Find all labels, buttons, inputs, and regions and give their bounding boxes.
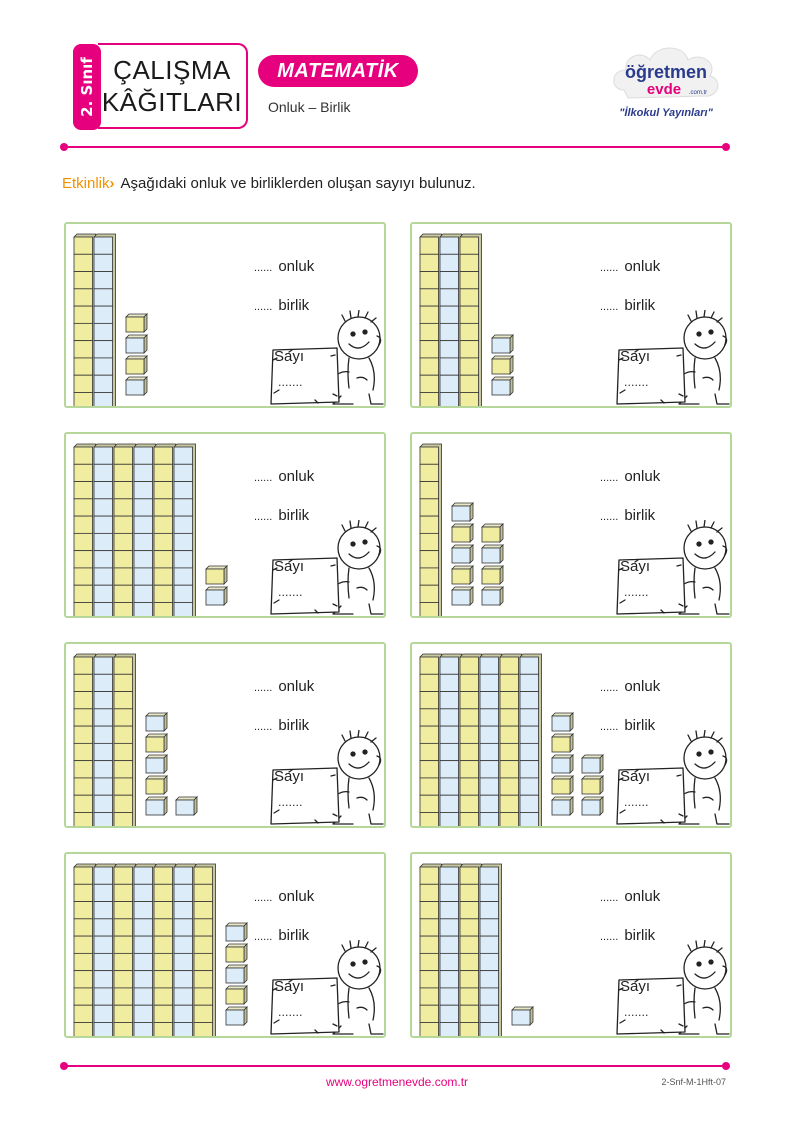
tens-prompt	[600, 678, 660, 695]
unit-cube	[552, 734, 573, 752]
tens-label: onluk	[624, 258, 661, 275]
answer-blank	[278, 1006, 302, 1019]
ones-label: birlik	[278, 717, 310, 734]
number-sign-label	[274, 978, 304, 995]
blank-dots: ......	[600, 301, 619, 313]
sayi-text: Sayı	[620, 978, 651, 995]
ten-rod	[440, 864, 462, 1036]
ten-rod	[94, 654, 116, 826]
ten-rod	[94, 864, 116, 1036]
answer-dots: .......	[624, 796, 649, 809]
tens-prompt	[600, 258, 660, 275]
answer-blank	[624, 1006, 648, 1019]
tens-label: onluk	[624, 468, 661, 485]
tens-label: onluk	[278, 888, 315, 905]
answer-dots: .......	[624, 1006, 649, 1019]
ten-rod	[420, 654, 442, 826]
sayi-text: Sayı	[274, 348, 305, 365]
tens-prompt	[254, 468, 314, 485]
cartoon-kid-holding-sign-icon	[241, 730, 386, 828]
ten-rod	[460, 654, 482, 826]
cartoon-kid-holding-sign-icon	[241, 520, 386, 618]
answer-blank	[278, 796, 302, 809]
unit-cube	[226, 923, 247, 941]
ten-rod	[134, 444, 156, 616]
exercise-card	[64, 852, 386, 1038]
unit-cube	[146, 797, 167, 815]
tens-prompt	[600, 468, 660, 485]
unit-cube	[126, 356, 147, 374]
ones-label: birlik	[624, 297, 656, 314]
unit-cube	[452, 545, 473, 563]
unit-cube	[452, 566, 473, 584]
title-line-2: KÂĞITLARI	[101, 87, 243, 117]
exercise-card	[410, 222, 732, 408]
subject-badge: MATEMATİK	[258, 55, 418, 87]
ten-rod	[440, 234, 462, 406]
unit-cube	[146, 755, 167, 773]
ten-rod	[174, 864, 196, 1036]
instruction-label: Etkinlik	[62, 175, 110, 192]
blank-dots: ......	[254, 262, 273, 274]
ten-rod	[420, 234, 442, 406]
answer-blank	[278, 586, 302, 599]
sayi-text: Sayı	[620, 558, 651, 575]
instruction	[62, 175, 476, 192]
blank-dots: ......	[254, 301, 273, 313]
sayi-text: Sayı	[274, 558, 305, 575]
ones-label: birlik	[278, 507, 310, 524]
sayi-text: Sayı	[620, 768, 651, 785]
exercise-card	[64, 432, 386, 618]
unit-cube	[146, 734, 167, 752]
answer-blank	[624, 586, 648, 599]
ten-rod	[134, 864, 156, 1036]
number-sign-label	[274, 348, 304, 365]
tens-label: onluk	[278, 468, 315, 485]
logo-tagline: "İlkokul Yayınları"	[619, 107, 713, 119]
ten-rod	[520, 654, 542, 826]
blank-dots: ......	[254, 472, 273, 484]
tens-prompt	[254, 258, 314, 275]
header-divider	[64, 146, 726, 148]
answer-blank	[624, 796, 648, 809]
answer-dots: .......	[278, 1006, 303, 1019]
unit-cube	[482, 545, 503, 563]
cartoon-kid-holding-sign-icon	[241, 940, 386, 1038]
ten-rod	[114, 864, 136, 1036]
blank-dots: ......	[600, 472, 619, 484]
ones-label: birlik	[624, 927, 656, 944]
ten-rod	[440, 654, 462, 826]
ten-rod	[500, 654, 522, 826]
answer-dots: .......	[624, 586, 649, 599]
grade-tab	[73, 44, 101, 130]
number-sign-label	[620, 348, 650, 365]
sayi-text: Sayı	[274, 768, 305, 785]
blank-dots: ......	[600, 511, 619, 523]
sayi-text: Sayı	[620, 348, 651, 365]
unit-cube	[452, 503, 473, 521]
instruction-arrow-icon: ›	[109, 175, 115, 192]
answer-dots: .......	[624, 376, 649, 389]
unit-cube	[492, 377, 513, 395]
ten-rod	[480, 654, 502, 826]
exercise-card	[410, 642, 732, 828]
ten-rod	[420, 864, 442, 1036]
sayi-text: Sayı	[274, 978, 305, 995]
tens-prompt	[254, 888, 314, 905]
exercise-card	[410, 852, 732, 1038]
unit-cube	[146, 713, 167, 731]
answer-blank	[624, 376, 648, 389]
blank-dots: ......	[254, 931, 273, 943]
ten-rod	[74, 444, 96, 616]
blank-dots: ......	[254, 682, 273, 694]
unit-cube	[552, 713, 573, 731]
ten-rod	[154, 864, 176, 1036]
unit-cube	[126, 314, 147, 332]
ones-label: birlik	[278, 927, 310, 944]
unit-cube	[176, 797, 197, 815]
unit-cube	[452, 524, 473, 542]
unit-cube	[492, 335, 513, 353]
footer-code: 2-Snf-M-1Hft-07	[661, 1077, 726, 1087]
ten-rod	[74, 864, 96, 1036]
ten-rod	[114, 654, 136, 826]
exercise-card	[64, 642, 386, 828]
ten-rod	[460, 864, 482, 1036]
logo-text-1: öğretmen	[624, 62, 708, 82]
blank-dots: ......	[600, 262, 619, 274]
unit-cube	[552, 755, 573, 773]
ones-label: birlik	[278, 297, 310, 314]
unit-cube	[206, 587, 227, 605]
topic-label: Onluk – Birlik	[268, 99, 351, 115]
blank-dots: ......	[600, 721, 619, 733]
cartoon-kid-holding-sign-icon	[587, 310, 732, 408]
instruction-text: Aşağıdaki onluk ve birliklerden oluşan sayıyı bulunuz.	[120, 175, 476, 192]
exercise-card	[64, 222, 386, 408]
publisher-logo	[606, 38, 726, 128]
exercise-card	[410, 432, 732, 618]
unit-cube	[552, 776, 573, 794]
unit-cube	[146, 776, 167, 794]
tens-label: onluk	[624, 678, 661, 695]
number-sign-label	[274, 768, 304, 785]
ten-rod	[460, 234, 482, 406]
footer-url: www.ogretmenevde.com.tr	[325, 1075, 469, 1089]
tens-label: onluk	[278, 678, 315, 695]
unit-cube	[126, 335, 147, 353]
cartoon-kid-holding-sign-icon	[587, 730, 732, 828]
title-line-1: ÇALIŞMA	[113, 55, 231, 85]
blank-dots: ......	[600, 892, 619, 904]
blank-dots: ......	[254, 721, 273, 733]
answer-dots: .......	[278, 796, 303, 809]
logo-text-2: evde	[646, 81, 682, 98]
tens-label: onluk	[278, 258, 315, 275]
blank-dots: ......	[600, 682, 619, 694]
unit-cube	[482, 587, 503, 605]
tens-prompt	[254, 678, 314, 695]
tens-label: onluk	[624, 888, 661, 905]
ten-rod	[174, 444, 196, 616]
blank-dots: ......	[254, 511, 273, 523]
ten-rod	[74, 654, 96, 826]
unit-cube	[552, 797, 573, 815]
logo-domain: .com.tr	[688, 90, 708, 96]
number-sign-label	[620, 558, 650, 575]
ones-label: birlik	[624, 717, 656, 734]
ten-rod	[154, 444, 176, 616]
unit-cube	[482, 524, 503, 542]
footer-divider	[64, 1065, 726, 1067]
cartoon-kid-holding-sign-icon	[587, 940, 732, 1038]
unit-cube	[492, 356, 513, 374]
blank-dots: ......	[600, 931, 619, 943]
unit-cube	[206, 566, 227, 584]
worksheet-title	[98, 43, 248, 129]
ten-rod	[94, 234, 116, 406]
ten-rod	[420, 444, 442, 616]
ten-rod	[74, 234, 96, 406]
ten-rod	[114, 444, 136, 616]
unit-cube	[482, 566, 503, 584]
blank-dots: ......	[254, 892, 273, 904]
number-sign-label	[274, 558, 304, 575]
answer-blank	[278, 376, 302, 389]
number-sign-label	[620, 978, 650, 995]
unit-cube	[452, 587, 473, 605]
ten-rod	[480, 864, 502, 1036]
cartoon-kid-holding-sign-icon	[587, 520, 732, 618]
number-sign-label	[620, 768, 650, 785]
answer-dots: .......	[278, 586, 303, 599]
ones-label: birlik	[624, 507, 656, 524]
tens-prompt	[600, 888, 660, 905]
cartoon-kid-holding-sign-icon	[241, 310, 386, 408]
unit-cube	[512, 1007, 533, 1025]
unit-cube	[126, 377, 147, 395]
grade-label: 2. Sınıf	[78, 57, 96, 117]
ten-rod	[94, 444, 116, 616]
ten-rod	[194, 864, 216, 1036]
answer-dots: .......	[278, 376, 303, 389]
